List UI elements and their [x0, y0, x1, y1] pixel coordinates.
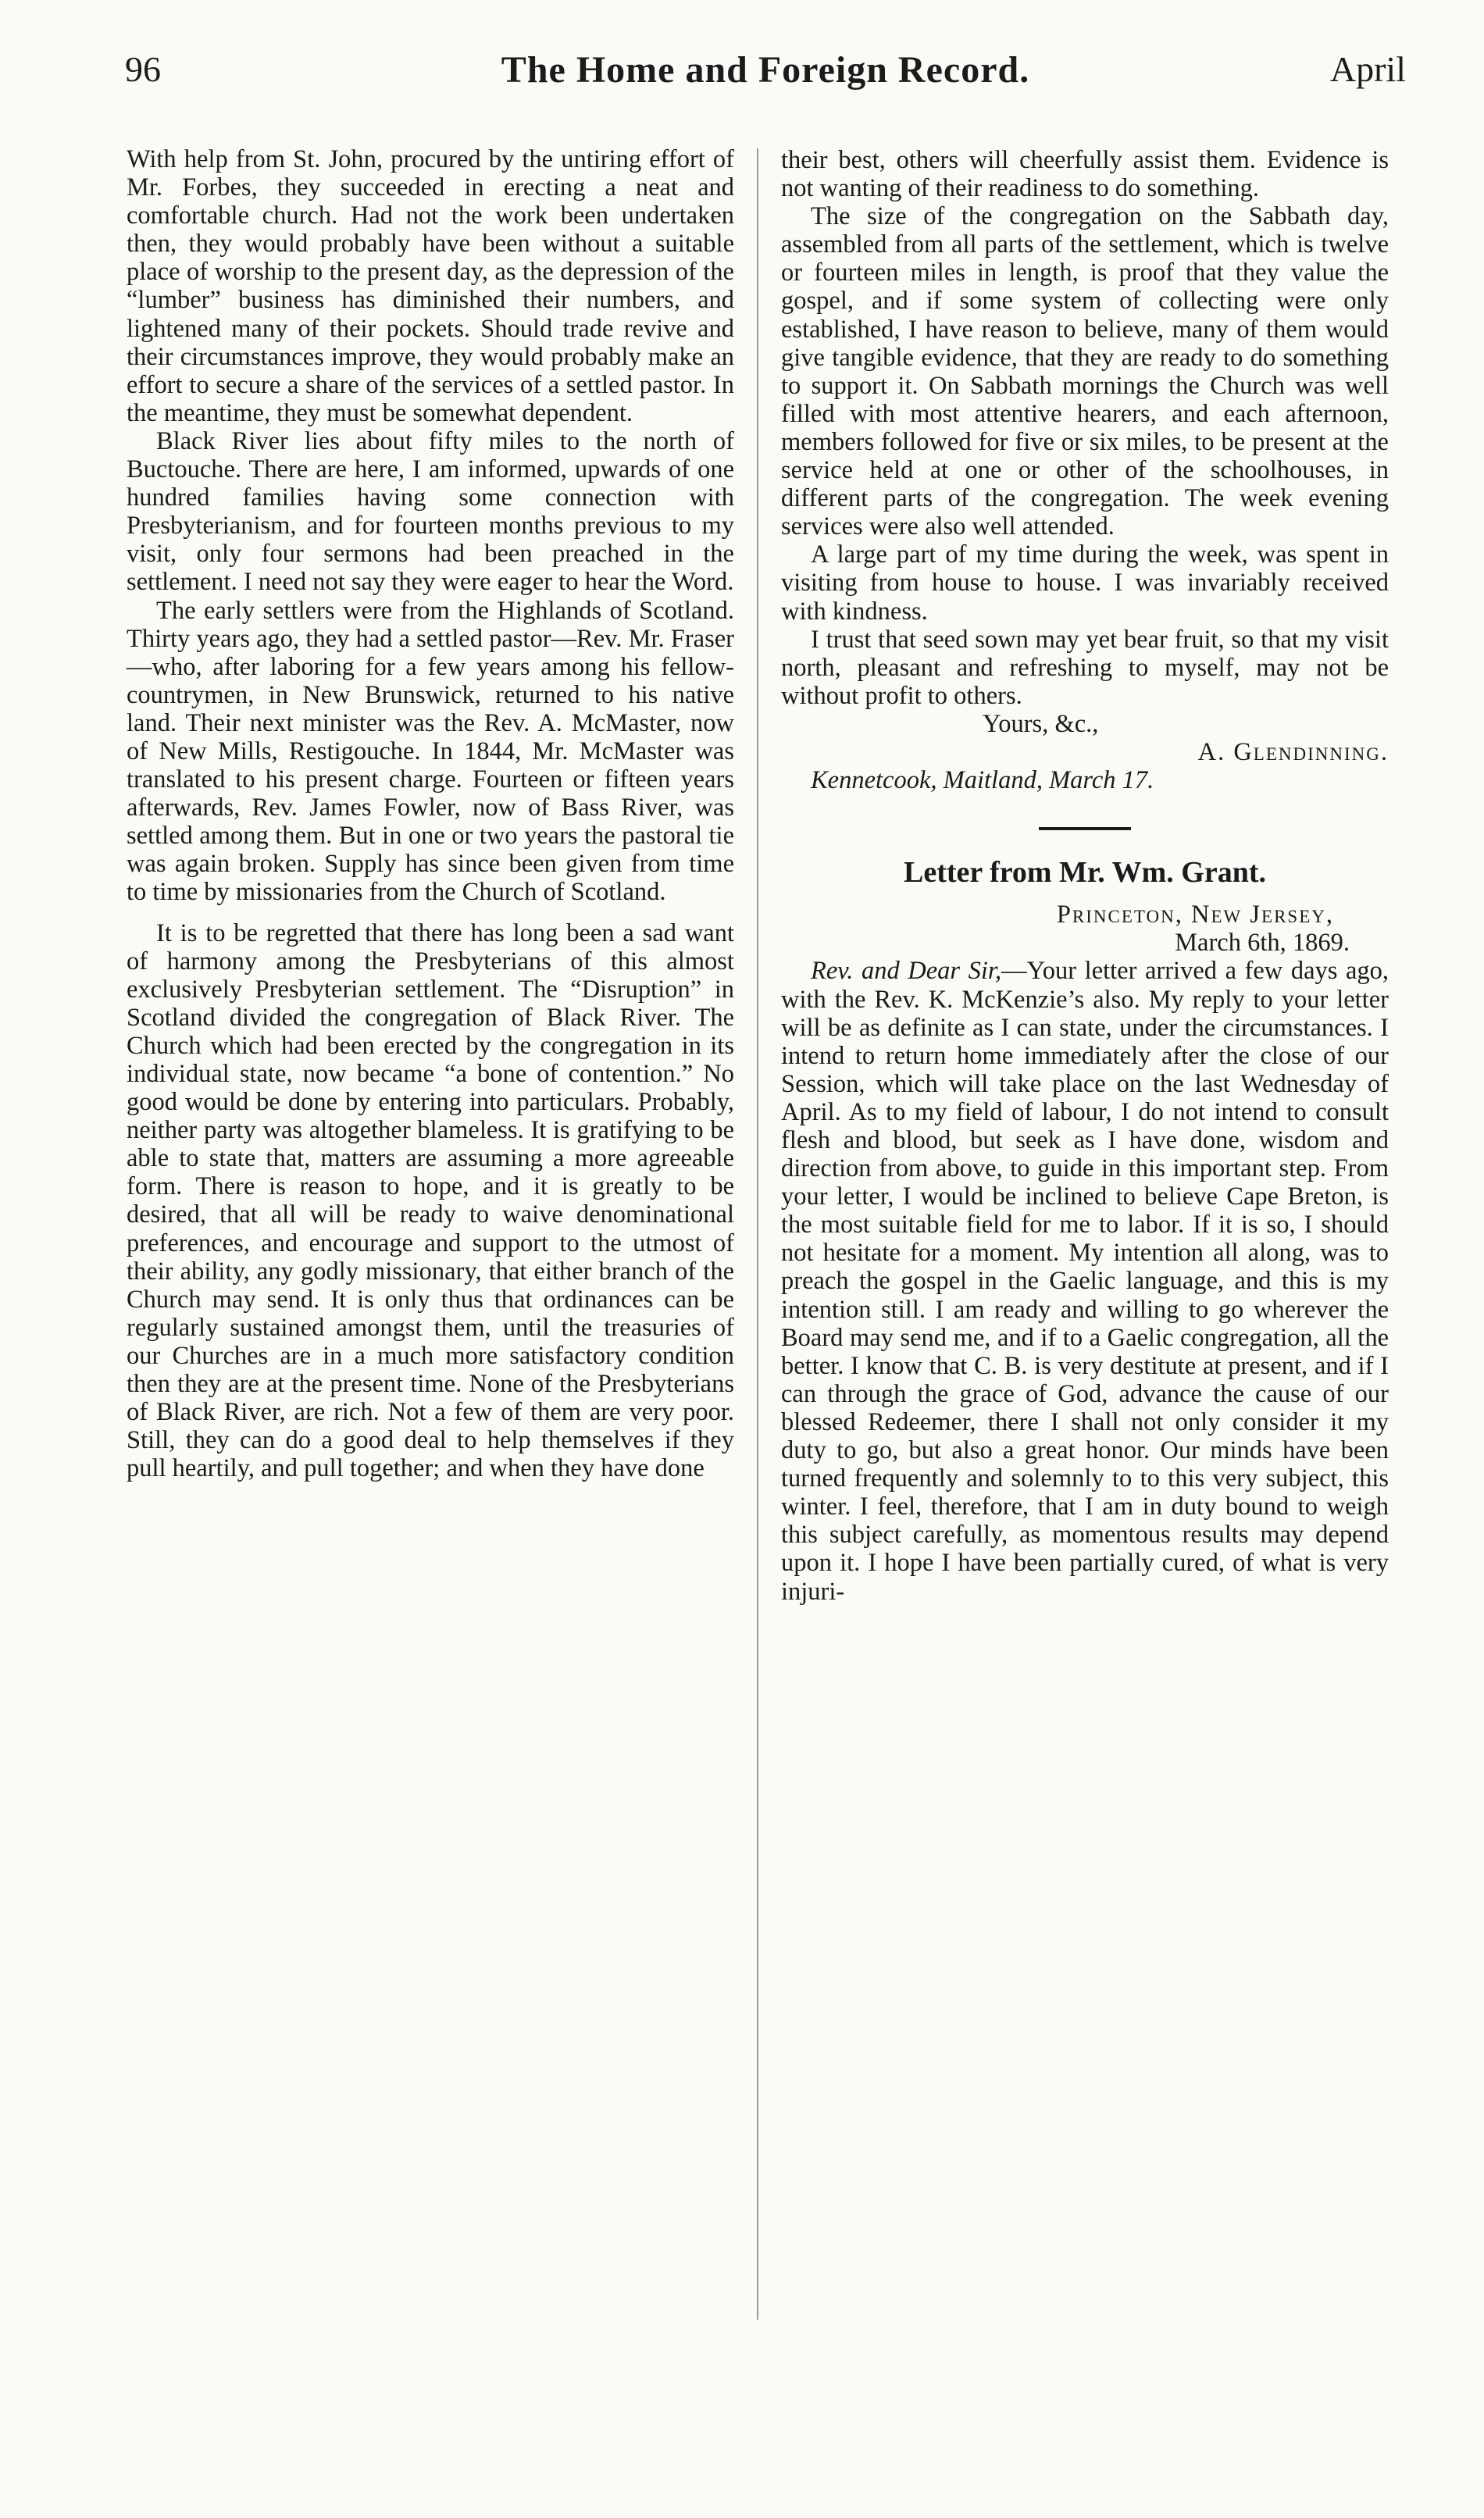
- letter-text: —Your letter arrived a few days ago, with the Rev. K. McKenzie’s also. My reply to your letter will be as definite as I can state, under the circumstances. I intend to return home immediately after the close of our Session, which will take place on the last Wednesday of April. As to my field of labour, I do not intend to consult flesh and blood, but seek as I have done, wisdom and direction from above, to guide in this important step. From your letter, I would be inclined to believe Cape Breton, is the most suitable field for me to labor. If it is so, I should not hesitate for a moment. My intention all along, was to preach the gospel in the Gaelic language, and this is my intention still. I am ready and willing to go wherever the Board may send me, and if to a Gaelic congregation, all the better. I know that C. B. is very destitute at present, and if I can through the grace of God, advance the cause of our blessed Redeemer, there I shall not only consider it my duty to go, but also a great honor. Our minds have been turned frequently and solemnly to to this very subject, this winter. I feel, therefore, that I am in duty bound to weigh this subject carefully, as momentous results may depend upon it. I hope I have been partially cured, of what is very injuri-: [781, 957, 1389, 1606]
- page-number: 96: [125, 49, 161, 89]
- letter-place: Princeton, New Jersey,: [1056, 901, 1334, 929]
- paragraph: A large part of my time during the week, was spent in visiting from house to house. I was invariably received with kindness.: [781, 540, 1389, 626]
- closing: Yours, &c.,: [983, 709, 1099, 738]
- signature-place-date: Kennetcook, Maitland, March 17.: [811, 766, 1154, 795]
- letter-date: March 6th, 1869.: [1175, 929, 1350, 958]
- paragraph: Black River lies about fifty miles to the north of Buctouche. There are here, I am informed, upwards of one hundred families having some connection with Presbyterianism, and for fourteen months previous to my visit, only four sermons had been preached in the settlement. I need not say they were eager to hear the Word.: [127, 426, 734, 597]
- salutation: Rev. and Dear Sir,: [811, 957, 1002, 986]
- left-column: [127, 145, 734, 1482]
- paragraph: their best, others will cheerfully assist them. Evidence is not wanting of their readiness to do something.: [781, 146, 1389, 203]
- right-column: [781, 146, 1389, 1606]
- letter-body: [781, 957, 1389, 1605]
- paragraph: The size of the congregation on the Sabbath day, assembled from all parts of the settlement, which is twelve or fourteen miles in length, is proof that they value the gospel, and if some system of collecting were only established, I have reason to believe, many of them would give tangible evidence, that they are ready to do something to support it. On Sabbath mornings the Church was well filled with most attentive hearers, and each afternoon, members followed for five or six miles, to be present at the service held at one or other of the schoolhouses, in different parts of the congregation. The week evening services were also well attended.: [781, 202, 1389, 541]
- paragraph: With help from St. John, procured by the untiring effort of Mr. Forbes, they succeeded in erecting a neat and comfortable church. Had not the work been undertaken then, they would probably have been without a suitable place of worship to the present day, as the depression of the “lumber” business has diminished their numbers, and lightened many of their pockets. Should trade revive and their circumstances improve, they would probably make an effort to secure a share of the services of a settled pastor. In the meantime, they must be somewhat dependent.: [127, 145, 734, 427]
- paragraph: The early settlers were from the Highlands of Scotland. Thirty years ago, they had a settled pastor—Rev. Mr. Fraser—who, after laboring for a few years among his fellow-countrymen, in New Brunswick, returned to his native land. Their next minister was the Rev. A. McMaster, now of New Mills, Restigouche. In 1844, Mr. McMaster was translated to his present charge. Fourteen or fifteen years afterwards, Rev. James Fowler, now of Bass River, was settled among them. But in one or two years the pastoral tie was again broken. Supply has since been given from time to time by missionaries from the Church of Scotland.: [127, 596, 734, 907]
- page-header: [125, 48, 1406, 103]
- issue-month: April: [1329, 49, 1406, 89]
- letter-heading: Letter from Mr. Wm. Grant.: [904, 856, 1266, 890]
- column-divider: [757, 148, 758, 2320]
- signature: A. Glendinning.: [1197, 737, 1389, 766]
- paragraph: I trust that seed sown may yet bear fruit, so that my visit north, pleasant and refreshing to myself, may not be without profit to others.: [781, 625, 1389, 710]
- journal-title: The Home and Foreign Record.: [501, 49, 1030, 91]
- paragraph: It is to be regretted that there has long been a sad want of harmony among the Presbyterians of this almost exclusively Presbyterian settlement. The “Disruption” in Scotland divided the congregation of Black River. The Church which had been erected by the congregation in its individual state, now became “a bone of contention.” No good would be done by entering into particulars. Probably, neither party was altogether blameless. It is gratifying to be able to state that, matters are assuming a more agreeable form. There is reason to hope, and it is greatly to be desired, that all will be ready to waive denominational preferences, and encourage and support to the utmost of their ability, any godly missionary, that either branch of the Church may send. It is only thus that ordinances can be regularly sustained amongst them, until the treasuries of our Churches are in a much more satisfactory condition then they are at the present time. None of the Presbyterians of Black River, are rich. Not a few of them are very poor. Still, they can do a good deal to help themselves if they pull heartily, and pull together; and when they have done: [127, 918, 734, 1483]
- section-divider: [1039, 827, 1131, 830]
